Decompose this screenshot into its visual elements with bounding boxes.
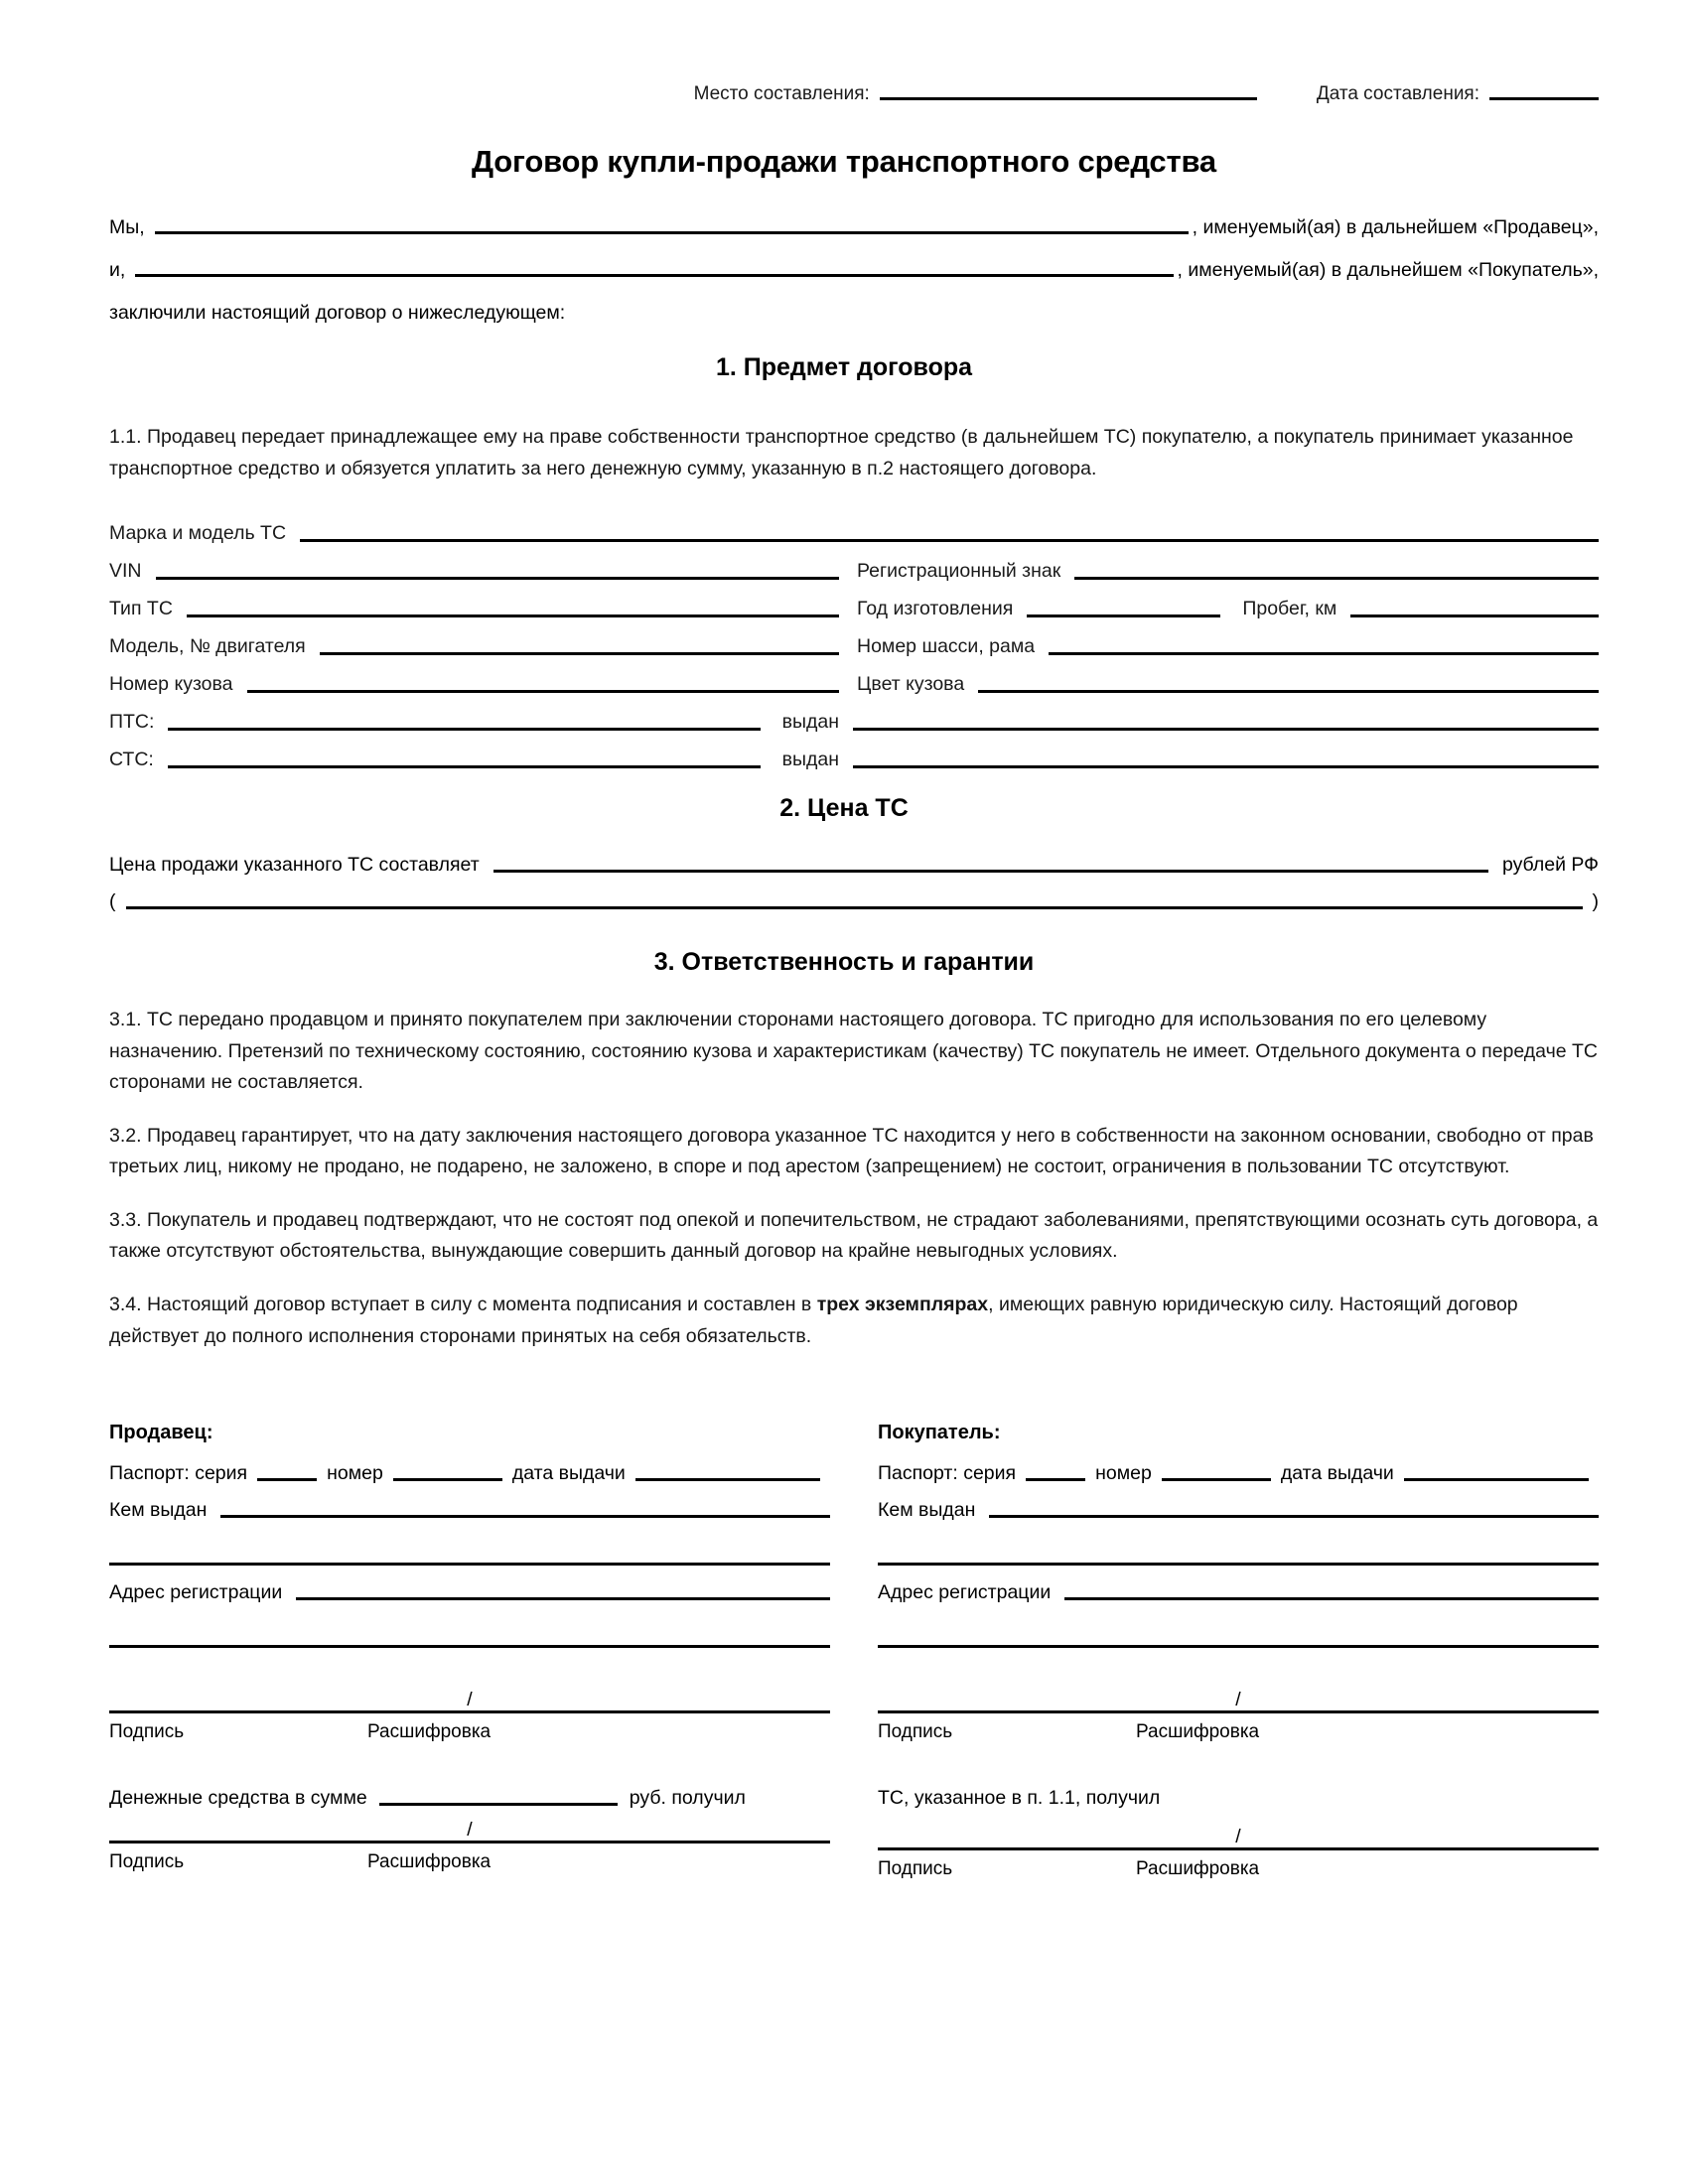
- price-in-words-field[interactable]: [126, 905, 1583, 909]
- seller-slash-separator: /: [467, 1689, 473, 1710]
- price-label: Цена продажи указанного ТС составляет: [109, 854, 480, 876]
- section-3-heading: 3. Ответственность и гарантии: [653, 948, 1035, 976]
- pts-issued-label: выдан: [781, 710, 839, 733]
- price-in-words-row: [109, 890, 1599, 913]
- seller-suffix-label: , именуемый(ая) в дальнейшем «Продавец»,: [1192, 216, 1599, 238]
- buyer-vehicle-receipt-block: [878, 1787, 1599, 1880]
- buyer-signature-captions: [878, 1721, 1599, 1743]
- pts-label: ПТС:: [109, 710, 155, 733]
- buyer-issued-by-field-line2[interactable]: [878, 1562, 1599, 1566]
- vin-field[interactable]: [156, 576, 839, 580]
- buyer-receipt-slash-separator: /: [1235, 1826, 1241, 1847]
- buyer-passport-row: [878, 1462, 1599, 1485]
- seller-issued-by-row: [109, 1499, 830, 1522]
- sts-label: СТС:: [109, 748, 154, 770]
- sts-issued-label: выдан: [781, 748, 839, 770]
- make-model-field[interactable]: [300, 538, 1599, 542]
- money-received-row: [109, 1787, 830, 1810]
- seller-address-field-line2[interactable]: [109, 1644, 830, 1648]
- buyer-address-field-line2[interactable]: [878, 1644, 1599, 1648]
- vehicle-type-field[interactable]: [187, 614, 839, 617]
- conclusion-text: заключили настоящий договор о нижеследующем:: [109, 302, 566, 324]
- seller-prefix-label: Мы,: [109, 216, 145, 238]
- buyer-prefix-label: и,: [109, 259, 126, 281]
- field-row-type-year-mileage: [109, 584, 1599, 621]
- buyer-address-field[interactable]: [1064, 1596, 1599, 1600]
- vehicle-type-label: Тип ТС: [109, 597, 173, 619]
- buyer-signature-line[interactable]: [878, 1684, 1599, 1713]
- seller-passport-series-field[interactable]: [257, 1477, 317, 1481]
- buyer-issued-by-field[interactable]: [989, 1514, 1599, 1518]
- buyer-name-field[interactable]: [135, 273, 1173, 277]
- seller-issued-by-field[interactable]: [220, 1514, 830, 1518]
- buyer-decode-caption: Расшифровка: [1136, 1721, 1260, 1742]
- field-row-vin-reg: [109, 546, 1599, 584]
- parties-intro: [109, 216, 1599, 325]
- pts-issued-field[interactable]: [853, 727, 1599, 731]
- buyer-issued-by-row: [878, 1499, 1599, 1522]
- buyer-receipt-sign-caption: Подпись: [878, 1858, 953, 1879]
- field-row-body-color: [109, 659, 1599, 697]
- seller-receipt-captions: [109, 1851, 830, 1873]
- sts-issued-field[interactable]: [853, 764, 1599, 768]
- buyer-receipt-signature-line[interactable]: [878, 1821, 1599, 1850]
- seller-issued-by-field-line2[interactable]: [109, 1562, 830, 1566]
- place-of-compilation-field[interactable]: [880, 96, 1257, 100]
- buyer-signature-column: [878, 1422, 1599, 1880]
- seller-passport-row: [109, 1462, 830, 1485]
- buyer-receipt-decode-caption: Расшифровка: [1136, 1858, 1260, 1879]
- place-of-compilation-label: Место составления:: [693, 83, 870, 104]
- money-received-label-a: Денежные средства в сумме: [109, 1787, 367, 1809]
- seller-receipt-signature-line[interactable]: [109, 1814, 830, 1843]
- body-number-field[interactable]: [247, 689, 840, 693]
- field-row-sts: [109, 735, 1599, 772]
- registration-sign-label: Регистрационный знак: [857, 559, 1061, 582]
- chassis-number-field[interactable]: [1049, 651, 1599, 655]
- sts-field[interactable]: [168, 764, 761, 768]
- mileage-label: Пробег, км: [1242, 597, 1337, 619]
- field-row-engine-chassis: [109, 621, 1599, 659]
- seller-passport-series-label: Паспорт: серия: [109, 1462, 248, 1484]
- pts-field[interactable]: [168, 727, 760, 731]
- buyer-block-title: Покупатель:: [878, 1422, 1001, 1443]
- paragraph-3-4-emphasis: трех экземплярах: [816, 1294, 989, 1316]
- seller-issued-by-label: Кем выдан: [109, 1499, 208, 1521]
- date-of-compilation-field[interactable]: [1489, 96, 1599, 100]
- seller-decode-caption: Расшифровка: [367, 1721, 492, 1742]
- vehicle-received-label: ТС, указанное в п. 1.1, получил: [878, 1787, 1161, 1809]
- money-received-amount-field[interactable]: [379, 1802, 618, 1806]
- make-model-label: Марка и модель ТС: [109, 521, 287, 544]
- field-row-make-model: [109, 508, 1599, 546]
- buyer-passport-series-field[interactable]: [1026, 1477, 1085, 1481]
- buyer-passport-series-label: Паспорт: серия: [878, 1462, 1017, 1484]
- seller-passport-date-label: дата выдачи: [511, 1462, 626, 1484]
- money-received-label-b: руб. получил: [629, 1787, 746, 1809]
- registration-sign-field[interactable]: [1074, 576, 1599, 580]
- buyer-passport-number-field[interactable]: [1162, 1477, 1271, 1481]
- buyer-passport-date-field[interactable]: [1404, 1477, 1589, 1481]
- vin-label: VIN: [109, 559, 142, 582]
- engine-model-label: Модель, № двигателя: [109, 634, 306, 657]
- paragraph-3-3: 3.3. Покупатель и продавец подтверждают, что не состоят под опекой и попечительством, не страдают заболеваниями, препятствующими осознать суть договора, а также отсутствуют обстоятельства, вынуждающие совершить данный договор на крайне невыгодных условиях.: [109, 1208, 1599, 1263]
- chassis-number-label: Номер шасси, рама: [857, 634, 1036, 657]
- year-of-manufacture-field[interactable]: [1027, 614, 1220, 617]
- buyer-suffix-label: , именуемый(ая) в дальнейшем «Покупатель»,: [1177, 259, 1599, 281]
- seller-address-row: [109, 1581, 830, 1604]
- seller-signature-line-block: [109, 1684, 830, 1743]
- body-number-label: Номер кузова: [109, 672, 233, 695]
- buyer-sign-caption: Подпись: [878, 1721, 953, 1742]
- section-2-heading: 2. Цена ТС: [779, 794, 909, 822]
- seller-signature-column: [109, 1422, 830, 1880]
- section-1-heading: 1. Предмет договора: [715, 353, 973, 381]
- date-of-compilation-label: Дата составления:: [1316, 83, 1479, 104]
- paragraph-3-4-part-a: 3.4. Настоящий договор вступает в силу с момента подписания и составлен в: [109, 1294, 817, 1316]
- currency-label: рублей РФ: [1501, 854, 1599, 876]
- buyer-passport-number-label: номер: [1095, 1462, 1152, 1484]
- seller-block-title: Продавец:: [109, 1422, 213, 1443]
- buyer-signature-line-block: [878, 1684, 1599, 1743]
- paren-close: ): [1592, 890, 1599, 912]
- price-block: [109, 854, 1599, 913]
- seller-signature-line[interactable]: [109, 1684, 830, 1713]
- price-amount-field[interactable]: [493, 869, 1488, 873]
- engine-model-field[interactable]: [320, 651, 839, 655]
- seller-passport-number-label: номер: [327, 1462, 383, 1484]
- year-of-manufacture-label: Год изготовления: [857, 597, 1014, 619]
- document-meta-header: [109, 83, 1599, 105]
- seller-receipt-decode-caption: Расшифровка: [367, 1851, 492, 1872]
- paragraph-3-4: [109, 1290, 1599, 1352]
- paren-open: (: [109, 890, 116, 912]
- buyer-slash-separator: /: [1235, 1689, 1241, 1710]
- buyer-issued-by-label: Кем выдан: [878, 1499, 976, 1521]
- seller-sign-caption: Подпись: [109, 1721, 185, 1742]
- mileage-field[interactable]: [1350, 614, 1599, 617]
- body-color-field[interactable]: [978, 689, 1599, 693]
- seller-money-receipt-block: [109, 1787, 830, 1873]
- price-row: [109, 854, 1599, 877]
- buyer-address-row: [878, 1581, 1599, 1604]
- seller-signature-captions: [109, 1721, 830, 1743]
- signature-section: [109, 1422, 1599, 1880]
- paragraph-1-1: 1.1. Продавец передает принадлежащее ему на праве собственности транспортное средство (в дальнейшем ТС) покупателю, а покупатель принимает указанное транспортное средство и обязуется уплатить за него денежную сумму, указанную в п.2 настоящего договора.: [109, 426, 1574, 479]
- field-row-pts: [109, 697, 1599, 735]
- seller-address-field[interactable]: [296, 1596, 830, 1600]
- seller-name-field[interactable]: [155, 230, 1189, 234]
- seller-passport-date-field[interactable]: [635, 1477, 820, 1481]
- seller-receipt-sign-caption: Подпись: [109, 1851, 185, 1872]
- paragraph-3-2: 3.2. Продавец гарантирует, что на дату заключения настоящего договора указанное ТС находится у него в собственности на законном основании, свободно от прав третьих лиц, никому не продано, не подарено, не заложено, в споре и под арестом (запрещением) не состоит, ограничения в пользовании ТС отсутствуют.: [109, 1124, 1594, 1178]
- buyer-passport-date-label: дата выдачи: [1280, 1462, 1394, 1484]
- buyer-intro-row: [109, 259, 1599, 282]
- vehicle-details-block: [109, 508, 1599, 772]
- seller-address-label: Адрес регистрации: [109, 1581, 283, 1603]
- seller-passport-number-field[interactable]: [393, 1477, 502, 1481]
- buyer-receipt-captions: [878, 1858, 1599, 1880]
- seller-receipt-slash-separator: /: [467, 1819, 473, 1841]
- paragraph-3-4-part-b: , имеющих равную юридическую силу. Настоящий договор действует до полного исполнения сторонами принятых на себя обязательств.: [109, 1294, 1518, 1347]
- section-1-body: [109, 422, 1599, 484]
- seller-intro-row: [109, 216, 1599, 239]
- section-3-body: [109, 1005, 1599, 1352]
- buyer-address-label: Адрес регистрации: [878, 1581, 1052, 1603]
- page-title: Договор купли-продажи транспортного средства: [472, 144, 1216, 179]
- paragraph-3-1: 3.1. ТС передано продавцом и принято покупателем при заключении сторонами настоящего договора. ТС пригодно для использования по его целевому назначению. Претензий по техническому состоянию, состоянию кузова и характеристикам (качеству) ТС покупатель не имеет. Отдельного документа о передаче ТС сторонами не составляется.: [109, 1009, 1599, 1094]
- body-color-label: Цвет кузова: [857, 672, 965, 695]
